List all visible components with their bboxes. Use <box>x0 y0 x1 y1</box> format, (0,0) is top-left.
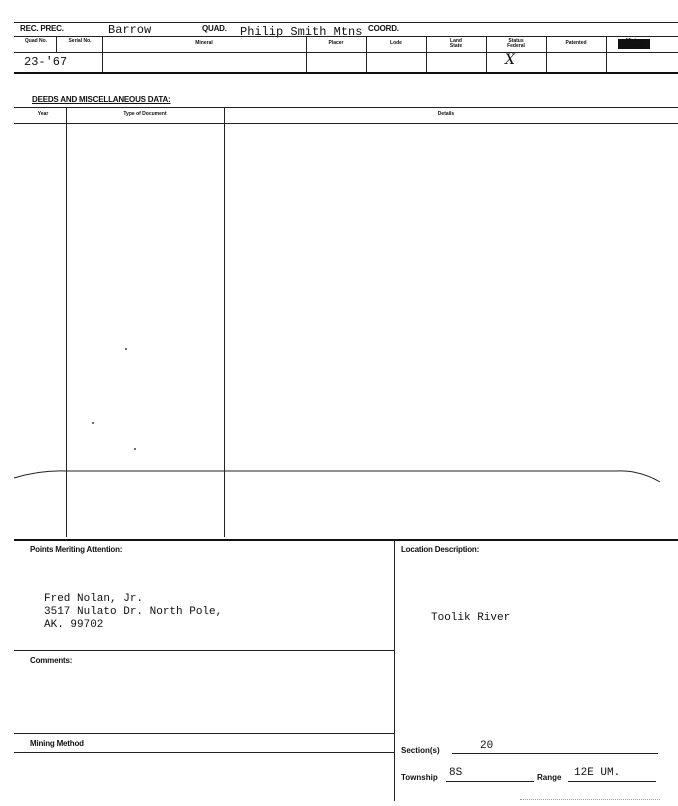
col-header-serial-no: Serial No. <box>68 38 92 44</box>
stray-mark <box>125 348 127 350</box>
mining-method-bottom-rule <box>14 752 394 753</box>
stray-mark <box>92 422 94 424</box>
faint-bottom-mark <box>520 799 660 800</box>
points-line-2: 3517 Nulato Dr. North Pole, <box>44 606 223 618</box>
claims-table-bottom <box>14 72 678 74</box>
deeds-col-year: Year <box>37 111 49 117</box>
col-header-patented: Patented <box>565 40 587 46</box>
col-header-mineral: Mineral <box>195 40 213 46</box>
fold-line <box>0 460 678 490</box>
col-header-last: Mining Records <box>618 39 650 49</box>
deeds-header-bottom <box>14 123 678 124</box>
claims-header-top <box>14 36 678 37</box>
quad-number-value: 23-'67 <box>24 55 68 69</box>
section-underline <box>452 753 658 754</box>
stray-mark <box>134 448 136 450</box>
comments-top-rule <box>14 650 394 651</box>
township-label: Township <box>401 773 438 782</box>
mining-method-title: Mining Method <box>30 739 84 748</box>
range-label: Range <box>537 773 562 782</box>
col-header-status-federal: Status Federal <box>507 38 525 49</box>
col-header-land-state: Land State <box>449 38 463 49</box>
status-federal-check-mark: X <box>505 52 515 68</box>
location-value: Toolik River <box>431 612 511 624</box>
points-line-3: AK. 99702 <box>44 619 104 631</box>
coord-label: COORD. <box>368 24 399 33</box>
deeds-bottom-rule <box>14 539 678 541</box>
township-underline <box>446 781 534 782</box>
col-header-placer: Placer <box>328 40 344 46</box>
quad-value: Philip Smith Mtns <box>240 25 363 39</box>
mining-method-top-rule <box>14 733 394 734</box>
deeds-header-top <box>14 107 678 108</box>
township-value: 8S <box>449 767 463 779</box>
claims-header-bottom <box>14 52 678 53</box>
col-header-quad-no: Quad No. <box>24 38 48 44</box>
location-title: Location Description: <box>401 545 480 554</box>
claims-col-divider <box>426 36 427 72</box>
claims-col-divider <box>606 36 607 72</box>
rec-prec-label: REC. PREC. <box>20 24 64 33</box>
claims-col-divider <box>486 36 487 72</box>
rec-prec-value: Barrow <box>108 23 152 37</box>
range-value: 12E UM. <box>574 767 621 779</box>
quad-label: QUAD. <box>202 24 227 33</box>
section-label: Section(s) <box>401 746 440 755</box>
col-header-lode: Lode <box>390 40 402 46</box>
lower-center-divider <box>394 539 395 801</box>
deeds-col-type: Type of Document <box>123 111 167 117</box>
claims-col-divider <box>56 36 57 52</box>
section-value: 20 <box>480 740 494 752</box>
points-title: Points Meriting Attention: <box>30 545 123 554</box>
deeds-title: DEEDS AND MISCELLANEOUS DATA: <box>32 95 171 104</box>
points-line-1: Fred Nolan, Jr. <box>44 593 144 605</box>
deeds-col-details: Details <box>437 111 455 117</box>
range-underline <box>568 781 656 782</box>
comments-title: Comments: <box>30 656 73 665</box>
